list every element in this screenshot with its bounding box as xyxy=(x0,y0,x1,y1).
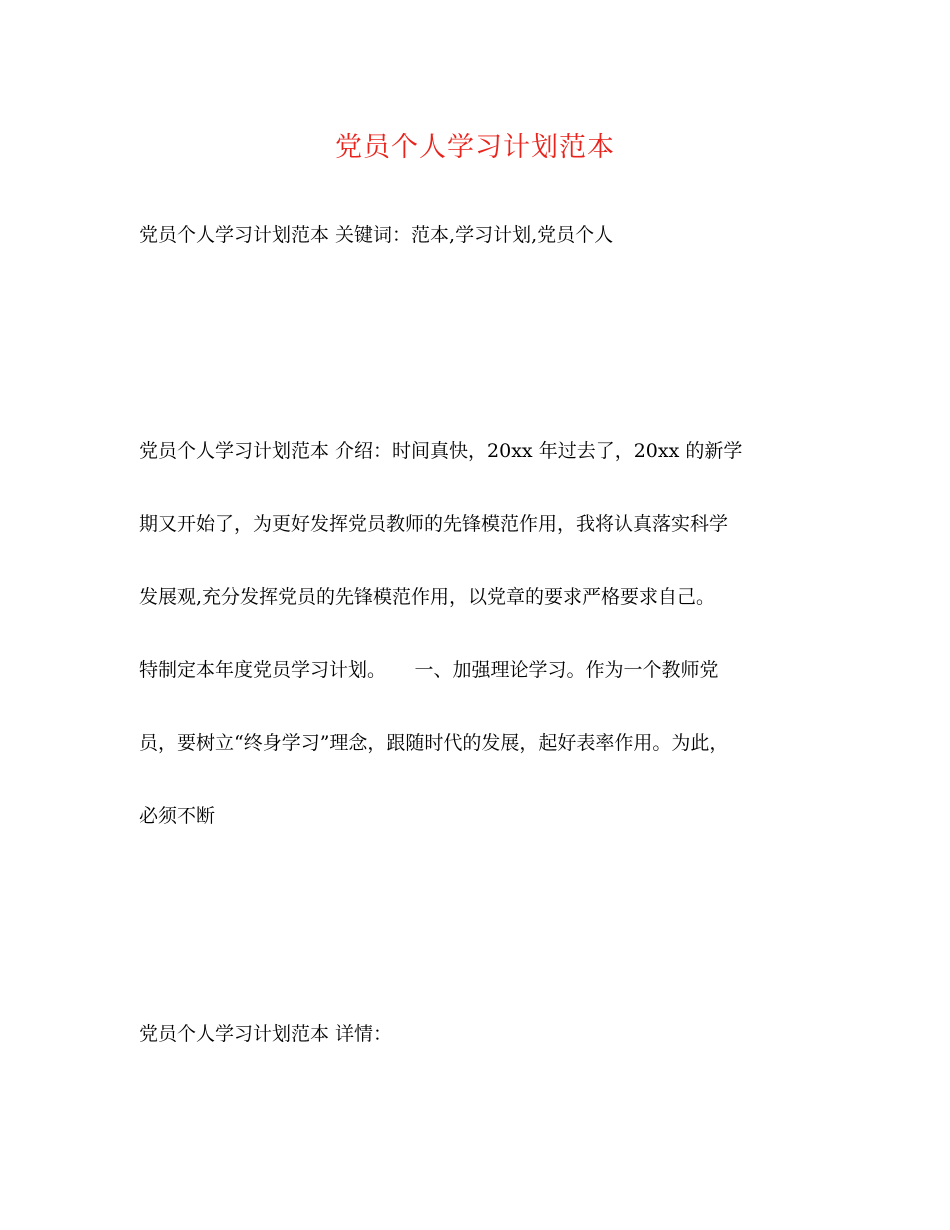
intro-line: 员，要树立“终身学习”理念，跟随时代的发展，起好表率作用。为此， xyxy=(139,732,729,754)
intro-line: 发展观,充分发挥党员的先锋模范作用，以党章的要求严格要求自己。 xyxy=(139,586,716,608)
keywords-line: 党员个人学习计划范本 关键词：范本,学习计划,党员个人 xyxy=(139,224,614,246)
intro-line: 党员个人学习计划范本 介绍：时间真快，20xx 年过去了，20xx 的新学 xyxy=(139,440,743,462)
intro-line: 必须不断 xyxy=(139,805,216,827)
document-title: 党员个人学习计划范本 xyxy=(335,132,615,163)
intro-line: 期又开始了，为更好发挥党员教师的先锋模范作用，我将认真落实科学 xyxy=(139,513,729,535)
details-line: 党员个人学习计划范本 详情： xyxy=(139,1023,393,1045)
intro-line: 特制定本年度党员学习计划。 一、加强理论学习。作为一个教师党 xyxy=(139,659,719,681)
